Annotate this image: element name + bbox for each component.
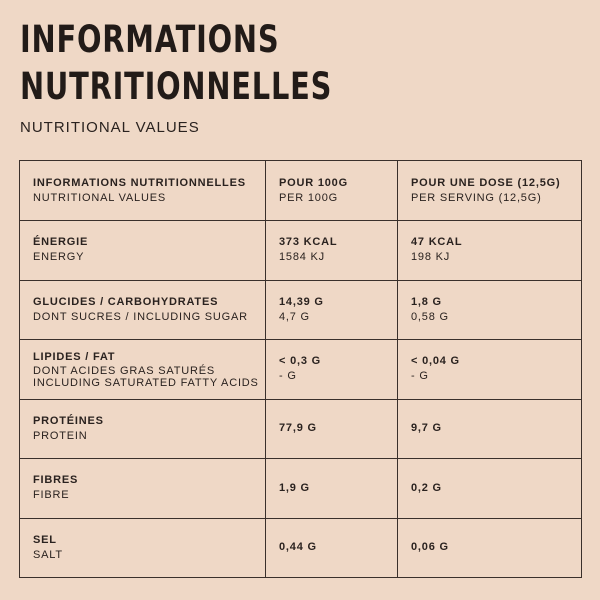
per100-value: < 0,3 G: [279, 355, 321, 368]
header-cell-serving: [398, 161, 582, 221]
nutrient-name: ÉNERGIE: [33, 236, 89, 249]
serving-cell: [398, 340, 582, 400]
serving-value: 0,2 G: [411, 481, 442, 494]
per100-sub-value: 4,7 G: [279, 310, 310, 323]
row-name-cell: [20, 518, 266, 578]
nutrient-name-sub: FIBRE: [33, 489, 70, 502]
serving-value: 47 KCAL: [411, 236, 463, 249]
serving-cell: [398, 221, 582, 281]
nutrient-name: SEL: [33, 533, 57, 546]
serving-cell: [398, 399, 582, 459]
per100-sub-value: - G: [279, 370, 297, 383]
header-per100-sub: PER 100G: [279, 191, 338, 204]
row-name-cell: [20, 280, 266, 340]
nutrient-name: PROTÉINES: [33, 414, 104, 427]
nutrient-name-sub: PROTEIN: [33, 429, 88, 442]
nutrient-name-sub: DONT ACIDES GRAS SATURÉS: [33, 364, 215, 377]
nutrient-name: GLUCIDES / CARBOHYDRATES: [33, 295, 219, 308]
table-header-row: [20, 161, 582, 221]
table-row-carbohydrates: [20, 280, 582, 340]
per100-sub-value: 1584 KJ: [279, 251, 325, 264]
per100-cell: [266, 399, 398, 459]
page-subtitle: NUTRITIONAL VALUES: [20, 119, 200, 136]
serving-value: 9,7 G: [411, 422, 442, 435]
per100-value: 1,9 G: [279, 481, 310, 494]
table-row-fibre: [20, 459, 582, 519]
page-title: [20, 16, 332, 110]
row-name-cell: [20, 221, 266, 281]
nutrient-name-sub: ENERGY: [33, 251, 85, 264]
nutrient-name-sub: DONT SUCRES / INCLUDING SUGAR: [33, 310, 248, 323]
per100-value: 373 KCAL: [279, 236, 338, 249]
nutrient-name-sub-2: INCLUDING SATURATED FATTY ACIDS: [33, 376, 259, 389]
serving-value: 0,06 G: [411, 541, 449, 554]
row-name-cell: [20, 399, 266, 459]
header-cell-name: [20, 161, 266, 221]
per100-cell: [266, 459, 398, 519]
serving-cell: [398, 518, 582, 578]
per100-cell: [266, 280, 398, 340]
nutrient-name: FIBRES: [33, 474, 79, 487]
header-name-sub: NUTRITIONAL VALUES: [33, 191, 166, 204]
serving-sub-value: 0,58 G: [411, 310, 449, 323]
table-row-fat: [20, 340, 582, 400]
header-serving-bold: POUR UNE DOSE (12,5G): [411, 176, 561, 189]
serving-cell: [398, 280, 582, 340]
header-name-bold: INFORMATIONS NUTRITIONNELLES: [33, 176, 246, 189]
nutrient-name-sub: SALT: [33, 548, 63, 561]
per100-value: 14,39 G: [279, 295, 324, 308]
table-row-energy: [20, 221, 582, 281]
title-line-1: INFORMATIONS: [20, 18, 280, 61]
per100-value: 77,9 G: [279, 422, 317, 435]
title-line-2: NUTRITIONNELLES: [20, 65, 333, 108]
nutrient-name: LIPIDES / FAT: [33, 350, 116, 363]
header-per100-bold: POUR 100G: [279, 176, 348, 189]
per100-cell: [266, 340, 398, 400]
serving-cell: [398, 459, 582, 519]
per100-value: 0,44 G: [279, 541, 317, 554]
row-name-cell: [20, 459, 266, 519]
table-row-salt: [20, 518, 582, 578]
serving-sub-value: 198 KJ: [411, 251, 451, 264]
per100-cell: [266, 221, 398, 281]
nutrition-table: [19, 160, 582, 578]
serving-value: 1,8 G: [411, 295, 442, 308]
header-serving-sub: PER SERVING (12,5G): [411, 191, 542, 204]
serving-value: < 0,04 G: [411, 355, 460, 368]
serving-sub-value: - G: [411, 370, 429, 383]
row-name-cell: [20, 340, 266, 400]
per100-cell: [266, 518, 398, 578]
header-cell-per100: [266, 161, 398, 221]
table-row-protein: [20, 399, 582, 459]
